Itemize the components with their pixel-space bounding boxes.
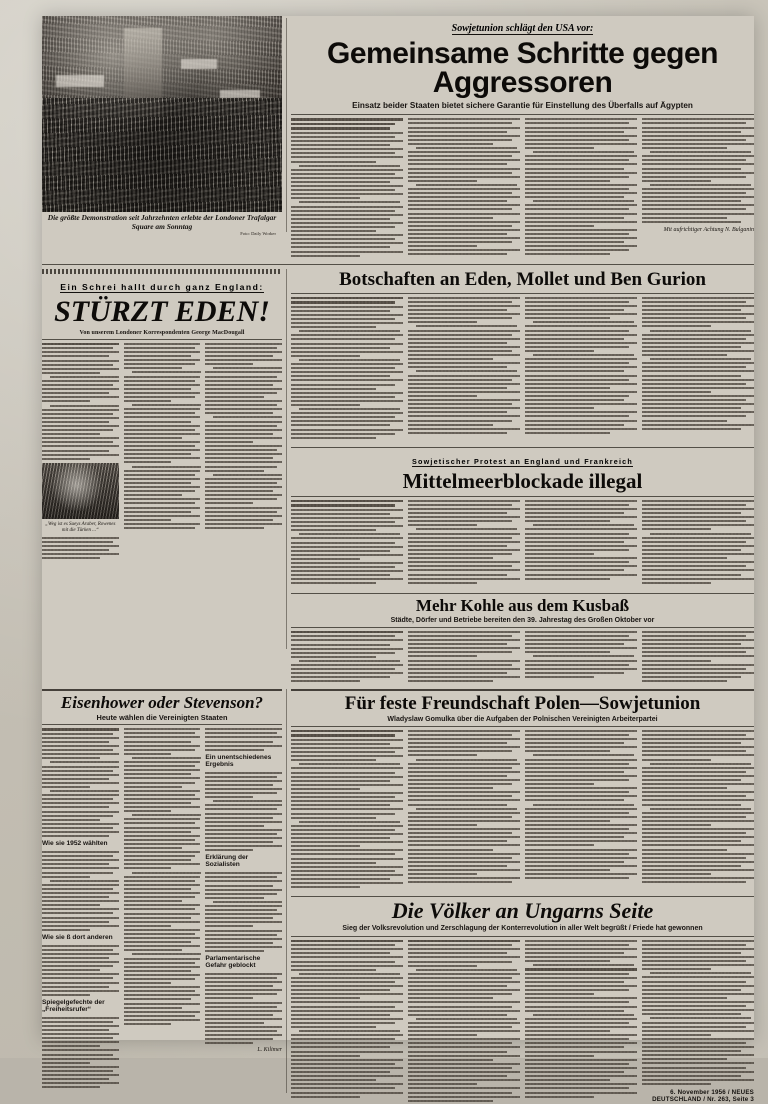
right-block-2 [291,689,754,1104]
stuerzt-eden-headline: STÜRZT EDEN! [54,294,270,328]
lead-story [291,16,754,259]
mittelmeer-col-3 [525,500,637,587]
eisenhower-subhead-3: Spiegelgefechte der „Freiheitsrufer“ [42,998,105,1013]
botschaften-headline: Botschaften an Eden, Mollet und Ben Gurion [339,268,706,290]
column-divider-3 [286,689,287,1093]
ungarn-col-4 [642,940,754,1104]
eisenhower-signature: L. Kilimer [257,1047,283,1054]
lead-col-1 [291,118,403,258]
newspaper-sheet [42,16,754,1103]
lead-subhead: Einsatz beider Staaten bietet sichere Garantie für Einstellung des Überfalls auf Ägypten [352,100,693,110]
polen-col-2 [408,730,520,890]
eisenhower-story [42,689,282,1104]
kusbass-col-4 [642,631,754,685]
photo-column [42,16,282,259]
ungarn-col-2 [408,940,520,1104]
right-block [291,269,754,685]
page-footer-line: 6. November 1956 / NEUES DEUTSCHLAND / Nr. 263, Seite 3 [652,1088,754,1103]
polen-col-4 [642,730,754,890]
eden-col-2 [124,343,201,562]
botschaften-col-4 [642,297,754,441]
eden-col-1 [42,343,119,562]
eisenhower-subhead-6: Parlamentarische Gefahr geblockt [205,955,261,969]
botschaften-col-1 [291,297,403,441]
lead-col-4 [642,118,754,258]
lead-kicker: Sowjetunion schlägt den USA vor: [451,23,594,34]
mittelmeer-headline: Mittelmeerblockade illegal [402,468,643,493]
stuerzt-eden-kicker: Ein Schrei hallt durch ganz England: [60,281,264,292]
mittelmeer-col-2 [408,500,520,587]
botschaften-col-3 [525,297,637,441]
photo-credit: Foto: Daily Worker [240,231,276,237]
eisenhower-subhead-1: Wie sie 1952 wählten [42,840,108,848]
kusbass-subhead: Städte, Dörfer und Betriebe bereiten den 39. Jahrestag des Großen Oktober vor [390,616,655,624]
polen-col-1 [291,730,403,890]
cartoon-caption: „Weg ist es Sueys Araber, Rowenes mit die Türken ...“ [45,521,116,533]
eisenhower-subhead: Heute wählen die Vereinigten Staaten [96,712,228,722]
eisenhower-col-2 [124,728,201,1090]
kusbass-col-3 [525,631,637,685]
kusbass-col-2 [408,631,520,685]
column-divider-2 [286,269,287,649]
eden-col-3 [205,343,282,562]
mittelmeer-kicker: Sowjetischer Protest an England und Frankreich [412,456,633,466]
mittelmeer-col-1 [291,500,403,587]
eisenhower-subhead-5: Erklärung der Sozialisten [205,854,249,869]
lead-headline: Gemeinsame Schritte gegen Aggressoren [327,37,718,100]
eisenhower-col-3 [205,728,282,1090]
column-divider [286,18,287,232]
botschaften-col-2 [408,297,520,441]
eisenhower-headline: Eisenhower oder Stevenson? [60,692,264,712]
polen-headline: Für feste Freundschaft Polen—Sowjetunion [344,692,701,714]
cartoon-lion-illustration [42,463,119,519]
lead-col-2 [408,118,520,258]
kusbass-col-1 [291,631,403,685]
stuerzt-eden-byline: Von unserem Londoner Korrespondenten George MacDougall [79,329,245,336]
polen-subhead: Wladyslaw Gomulka über die Aufgaben der Polnischen Vereinigten Arbeiterpartei [387,715,658,723]
eisenhower-subhead-4: Ein unentschiedenes Ergebnis [205,753,272,768]
kusbass-headline: Mehr Kohle aus dem Kusbaß [415,595,630,615]
mittelmeer-col-4 [642,500,754,587]
trafalgar-square-demonstration-photo [42,16,282,212]
ungarn-headline: Die Völker an Ungarns Seite [391,898,654,924]
ungarn-col-3 [525,940,637,1104]
lead-signature: Mit aufrichtiger Achtung N. Bulganin [663,226,754,233]
ungarn-subhead: Sieg der Volksrevolution und Zerschlagung der Konterrevolution in aller Welt begrüßt / Friede hat gewonnen [342,925,703,933]
eisenhower-subhead-2: Wie sie ß dort anderen [42,933,113,941]
eisenhower-col-1 [42,728,119,1090]
photo-caption: Die größte Demonstration seit Jahrzehnten erlebte der Londoner Trafalgar Square am Sonntag [47,213,277,231]
polen-col-3 [525,730,637,890]
ungarn-col-1 [291,940,403,1104]
lead-col-3 [525,118,637,258]
stuerzt-eden-story [42,269,282,685]
